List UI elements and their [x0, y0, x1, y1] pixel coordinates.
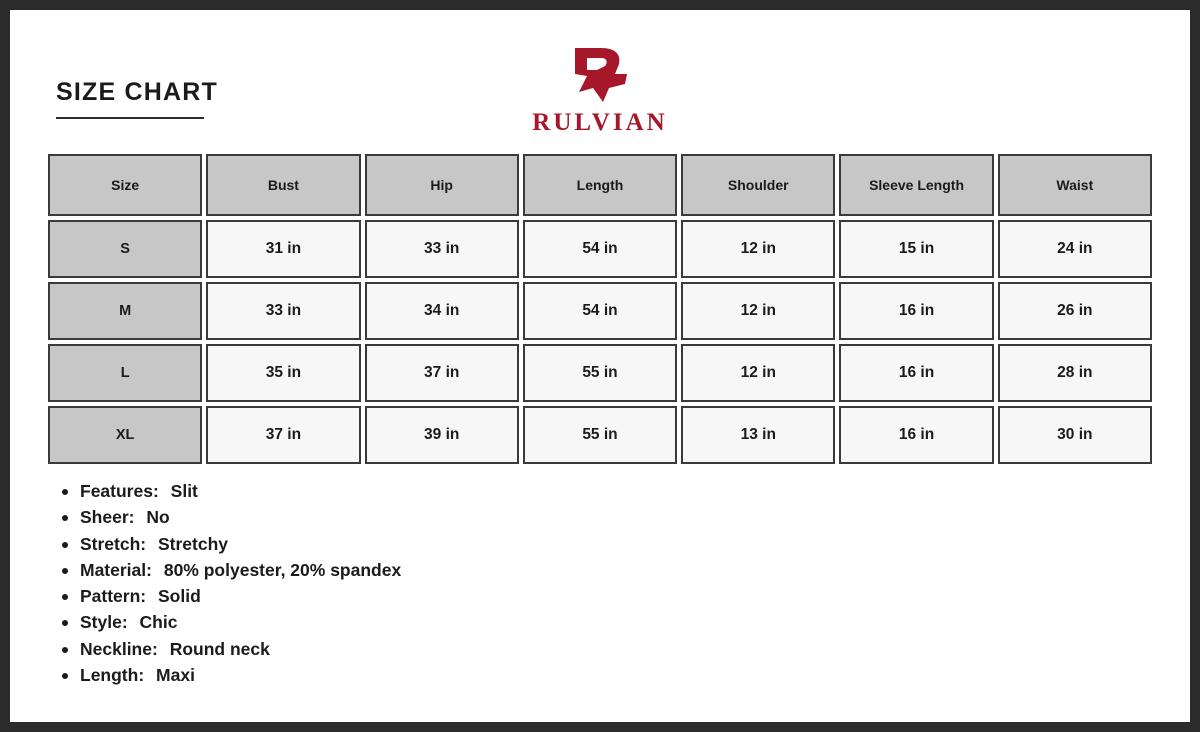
detail-label: Length: [80, 664, 145, 685]
row-header-size: S [48, 220, 202, 278]
page-inner [10, 10, 1190, 722]
page-title: SIZE CHART [56, 78, 218, 106]
column-header-bust: Bust [206, 154, 360, 216]
detail-value: Chic [139, 612, 178, 633]
product-details-list [60, 482, 1158, 685]
column-header-sleeve-length: Sleeve Length [839, 154, 993, 216]
table-header-row [48, 154, 1152, 216]
cell-hip: 34 in [365, 282, 519, 340]
column-header-shoulder: Shoulder [681, 154, 835, 216]
list-item [60, 482, 1158, 501]
cell-hip: 39 in [365, 406, 519, 464]
cell-bust: 33 in [206, 282, 360, 340]
cell-shoulder: 12 in [681, 282, 835, 340]
bullet-icon [62, 647, 68, 653]
bullet-icon [62, 489, 68, 495]
brand-block [42, 44, 1158, 137]
list-item [60, 587, 1158, 606]
cell-hip: 37 in [365, 344, 519, 402]
table-row [48, 406, 1152, 464]
detail-label: Sheer: [80, 507, 135, 528]
detail-value: Stretchy [158, 533, 229, 554]
rulvian-logo-icon [557, 44, 643, 106]
cell-length: 54 in [523, 282, 677, 340]
cell-waist: 30 in [998, 406, 1152, 464]
list-item [60, 666, 1158, 685]
cell-bust: 31 in [206, 220, 360, 278]
column-header-length: Length [523, 154, 677, 216]
detail-label: Pattern: [80, 586, 147, 606]
brand-name: RULVIAN [532, 109, 668, 136]
cell-length: 55 in [523, 344, 677, 402]
bullet-icon [62, 515, 68, 521]
list-item [60, 613, 1158, 632]
detail-label: Stretch: [80, 533, 147, 554]
cell-bust: 35 in [206, 344, 360, 402]
size-chart-table [44, 150, 1156, 468]
cell-shoulder: 12 in [681, 344, 835, 402]
cell-sleeve-length: 15 in [839, 220, 993, 278]
table-row [48, 344, 1152, 402]
table-head [48, 154, 1152, 216]
bullet-icon [62, 568, 68, 574]
cell-waist: 26 in [998, 282, 1152, 340]
detail-label: Neckline: [80, 638, 158, 659]
list-item [60, 535, 1158, 554]
cell-waist: 28 in [998, 344, 1152, 402]
detail-value: No [146, 507, 170, 528]
row-header-size: XL [48, 406, 202, 464]
column-header-waist: Waist [998, 154, 1152, 216]
cell-sleeve-length: 16 in [839, 282, 993, 340]
cell-shoulder: 13 in [681, 406, 835, 464]
list-item [60, 508, 1158, 527]
detail-value: Slit [170, 481, 198, 501]
detail-value: Maxi [156, 664, 195, 685]
detail-value: 80% polyester, 20% spandex [163, 559, 402, 580]
row-header-size: L [48, 344, 202, 402]
cell-sleeve-length: 16 in [839, 344, 993, 402]
bullet-icon [62, 620, 68, 626]
cell-hip: 33 in [365, 220, 519, 278]
row-header-size: M [48, 282, 202, 340]
list-item [60, 561, 1158, 580]
bullet-icon [62, 673, 68, 679]
detail-value: Round neck [169, 638, 270, 659]
cell-waist: 24 in [998, 220, 1152, 278]
page-header [42, 36, 1158, 144]
column-header-hip: Hip [365, 154, 519, 216]
column-header-size: Size [48, 154, 202, 216]
cell-shoulder: 12 in [681, 220, 835, 278]
table-body [48, 220, 1152, 464]
detail-value: Solid [158, 586, 201, 606]
list-item [60, 640, 1158, 659]
bullet-icon [62, 594, 68, 600]
table-row [48, 282, 1152, 340]
cell-bust: 37 in [206, 406, 360, 464]
detail-label: Material: [80, 559, 152, 580]
table-row [48, 220, 1152, 278]
size-table-wrapper [42, 150, 1158, 468]
cell-length: 54 in [523, 220, 677, 278]
detail-label: Features: [80, 481, 159, 501]
detail-label: Style: [80, 612, 128, 633]
cell-sleeve-length: 16 in [839, 406, 993, 464]
cell-length: 55 in [523, 406, 677, 464]
bullet-icon [62, 542, 68, 548]
